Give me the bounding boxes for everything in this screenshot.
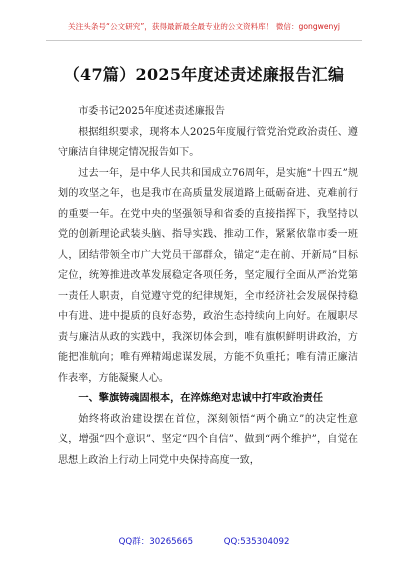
section-heading: 一、擎旗铸魂固根本，在淬炼绝对忠诚中打牢政治责任 <box>78 393 323 404</box>
section-paragraph: 始终将政治建设摆在首位，深刻领悟“两个确立”的决定性意义，增强“四个意识”、坚定“四个自信”、做到“两个维护”，自觉在思想上政治上行动上同党中央保持高度一致， <box>58 413 358 466</box>
footer-qq-number: QQ:535304092 <box>223 537 290 547</box>
footer-contact <box>0 535 408 547</box>
document-title: （47篇）2025年度述责述廉报告汇编 <box>63 65 345 84</box>
footer-qq-group: QQ群：30265665 <box>118 537 194 547</box>
paragraph-overview: 过去一年，是中华人民共和国成立76周年，是实施“十四五”规划的攻坚之年，也是我市在高质量发展道路上砥砺奋进、克难前行的重要一年。在党中央的坚强领导和省委的直接指挥下，我坚持以党的创新理论武装头脑、指导实践、推动工作，紧紧依靠市委一班人，团结带领全市广大党员干部群众，锚定“走在前、开新局”目标定位，统筹推进改革发展稳定各项任务，坚定履行全面从严治党第一责任人职责，自觉遵守党的纪律规矩，全市经济社会发展保持稳中有进、进中提质的良好态势，政治生态持续向上向好。在履职尽责与廉洁从政的实践中，我深切体会到，唯有旗帜鲜明讲政治，方能把准航向；唯有殚精竭虑谋发展，方能不负重托；唯有清正廉洁作表率，方能凝聚人心。 <box>58 167 358 384</box>
paragraph-intro: 根据组织要求，现将本人2025年度履行管党治党政治责任、遵守廉洁自律规定情况报告如下。 <box>58 126 358 158</box>
header-note: 关注头条号“公文研究”，获得最新最全最专业的公文资料库！ 微信：gongwenyj <box>68 22 340 31</box>
document-body <box>58 102 358 471</box>
header-divider <box>46 40 362 41</box>
document-subtitle: 市委书记2025年度述责述廉报告 <box>78 106 225 117</box>
